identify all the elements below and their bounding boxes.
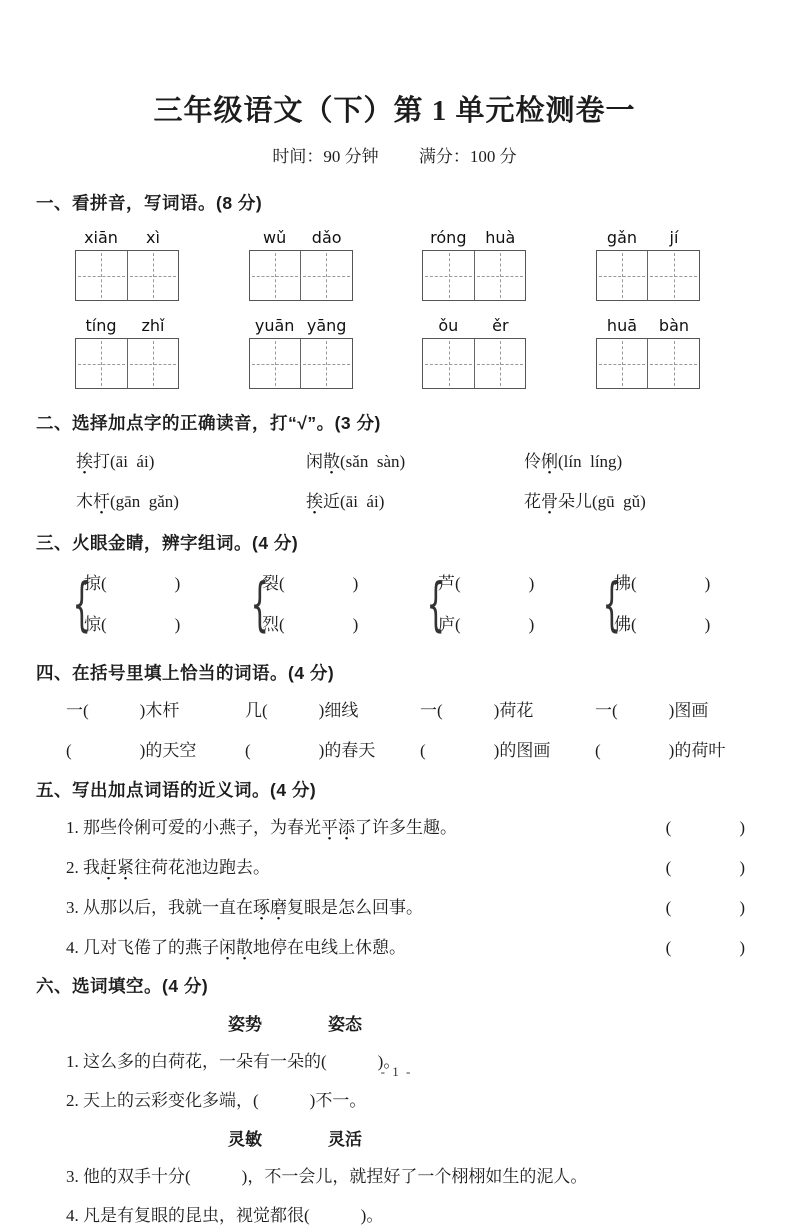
pinyin-syllable: zhǐ: [141, 316, 165, 335]
section-4-heading: 四、在括号里填上恰当的词语。(4 分): [36, 663, 335, 683]
pinyin-word: [596, 228, 700, 301]
pronunciation-item: 闲散(sǎn sàn): [306, 452, 406, 471]
writing-cell[interactable]: [76, 339, 127, 388]
writing-box[interactable]: [249, 338, 353, 389]
pinyin-syllable: dǎo: [311, 228, 342, 247]
sentence-text: 1. 那些伶俐可爱的小燕子，为春光平添了许多生趣。: [66, 818, 457, 837]
writing-cell[interactable]: [474, 251, 526, 300]
pronunciation-item: 挨近(āi ái): [306, 492, 385, 511]
phrase-blank: ( )的荷叶: [595, 741, 726, 760]
word-blank: 惊( ): [84, 615, 181, 634]
writing-box[interactable]: [75, 338, 179, 389]
word-blank: 芦( ): [438, 574, 535, 593]
writing-cell[interactable]: [423, 339, 474, 388]
section-2-items: [76, 447, 753, 512]
page-number: - 1 -: [380, 1064, 413, 1079]
paper-meta: [36, 142, 753, 167]
pinyin-word: [596, 316, 700, 389]
pinyin-word: [422, 316, 526, 389]
sentence-text: 2. 我赶紧往荷花池边跑去。: [66, 858, 270, 877]
pinyin-syllable: huā: [606, 316, 638, 335]
section-2-heading: 二、选择加点字的正确读音，打“√”。(3 分): [36, 413, 381, 433]
answer-blank[interactable]: ( ): [665, 938, 745, 957]
page-title: 三年级语文（下）第 1 单元检测卷一: [153, 95, 636, 127]
pinyin-syllable: bàn: [658, 316, 690, 335]
word-pair-group: [598, 563, 753, 645]
word-blank: 烈( ): [262, 615, 359, 634]
section-5-heading: 五、写出加点词语的近义词。(4 分): [36, 780, 317, 800]
pronunciation-item: 花骨朵儿(gū gǔ): [524, 492, 646, 511]
pinyin-syllable: tíng: [85, 316, 117, 335]
synonym-item: [66, 853, 753, 878]
pronunciation-item: 伶俐(lín líng): [524, 452, 623, 471]
synonym-item: [66, 893, 753, 918]
writing-cell[interactable]: [127, 339, 179, 388]
word-option: 姿态: [328, 1015, 362, 1034]
section-5-items: [36, 813, 753, 958]
writing-cell[interactable]: [300, 339, 352, 388]
phrase-blank: 一( )图画: [595, 701, 709, 720]
full-score: 满分：100 分: [418, 147, 517, 166]
writing-cell[interactable]: [647, 251, 699, 300]
word-blank: 掠( ): [84, 574, 181, 593]
pronunciation-item: 挨打(āi ái): [76, 452, 155, 471]
word-option: 姿势: [228, 1015, 262, 1034]
pinyin-word: [75, 228, 179, 301]
word-bank-1: [228, 1010, 753, 1035]
pinyin-syllable: jí: [669, 228, 679, 247]
pinyin-syllable: ǒu: [438, 316, 459, 335]
writing-cell[interactable]: [76, 251, 127, 300]
section-6-heading: 六、选词填空。(4 分): [36, 976, 209, 996]
phrase-blank: 一( )荷花: [420, 701, 534, 720]
word-pair-group: [68, 563, 246, 645]
writing-box[interactable]: [596, 250, 700, 301]
fill-item: 1. 这么多的白荷花，一朵有一朵的( )。: [66, 1052, 401, 1071]
pinyin-syllable: wǔ: [263, 228, 287, 247]
answer-blank[interactable]: ( ): [665, 898, 745, 917]
pinyin-word: [249, 228, 353, 301]
left-brace-icon: {: [250, 570, 269, 638]
word-option: 灵敏: [228, 1130, 262, 1149]
writing-box[interactable]: [422, 250, 526, 301]
section-3-groups: [68, 563, 753, 645]
pinyin-word: [422, 228, 526, 301]
pinyin-word: [249, 316, 353, 389]
fill-item: 2. 天上的云彩变化多端，( )不一。: [66, 1091, 367, 1110]
writing-cell[interactable]: [423, 251, 474, 300]
word-option: 灵活: [328, 1130, 362, 1149]
fill-item: 4. 凡是有复眼的昆虫，视觉都很( )。: [66, 1206, 384, 1225]
synonym-item: [66, 933, 753, 958]
writing-cell[interactable]: [474, 339, 526, 388]
writing-cell[interactable]: [647, 339, 699, 388]
answer-blank[interactable]: ( ): [665, 818, 745, 837]
word-blank: 佛( ): [614, 615, 711, 634]
left-brace-icon: {: [72, 570, 91, 638]
writing-cell[interactable]: [597, 339, 648, 388]
writing-cell[interactable]: [127, 251, 179, 300]
sentence-text: 3. 从那以后，我就一直在琢磨复眼是怎么回事。: [66, 898, 423, 917]
writing-box[interactable]: [596, 338, 700, 389]
word-blank: 裂( ): [262, 574, 359, 593]
word-pair-group: [422, 563, 598, 645]
pinyin-syllable: huà: [485, 228, 516, 247]
word-blank: 庐( ): [438, 615, 535, 634]
pinyin-syllable: xiān: [84, 228, 118, 247]
pinyin-syllable: róng: [430, 228, 467, 247]
fill-item: 3. 他的双手十分( )，不一会儿，就捏好了一个栩栩如生的泥人。: [66, 1167, 588, 1186]
answer-blank[interactable]: ( ): [665, 858, 745, 877]
pinyin-syllable: xì: [146, 228, 160, 247]
section-1-heading: 一、看拼音，写词语。(8 分): [36, 193, 263, 213]
writing-cell[interactable]: [300, 251, 352, 300]
pinyin-row-2: [75, 316, 700, 389]
writing-cell[interactable]: [250, 339, 301, 388]
writing-cell[interactable]: [250, 251, 301, 300]
section-3-heading: 三、火眼金睛，辨字组词。(4 分): [36, 533, 299, 553]
pinyin-syllable: gǎn: [606, 228, 638, 247]
writing-cell[interactable]: [597, 251, 648, 300]
pronunciation-item: 木杆(gān gǎn): [76, 492, 179, 511]
phrase-blank: ( )的春天: [245, 741, 376, 760]
phrase-blank: 几( )细线: [245, 701, 359, 720]
word-blank: 拂( ): [614, 574, 711, 593]
pinyin-syllable: yāng: [306, 316, 347, 335]
sentence-text: 4. 几对飞倦了的燕子闲散地停在电线上休憩。: [66, 938, 406, 957]
writing-box[interactable]: [249, 250, 353, 301]
time-limit: 时间：90 分钟: [272, 147, 379, 166]
phrase-blank: ( )的天空: [66, 741, 197, 760]
left-brace-icon: {: [426, 570, 445, 638]
word-bank-2: [228, 1125, 753, 1150]
pinyin-syllable: ěr: [492, 316, 509, 335]
writing-box[interactable]: [75, 250, 179, 301]
pinyin-row-1: [75, 228, 700, 301]
word-pair-group: [246, 563, 422, 645]
pinyin-word: [75, 316, 179, 389]
section-4-items: [66, 696, 753, 761]
pinyin-syllable: yuān: [254, 316, 295, 335]
left-brace-icon: {: [602, 570, 621, 638]
phrase-blank: 一( )木杆: [66, 701, 180, 720]
writing-box[interactable]: [422, 338, 526, 389]
phrase-blank: ( )的图画: [420, 741, 551, 760]
synonym-item: [66, 813, 753, 838]
